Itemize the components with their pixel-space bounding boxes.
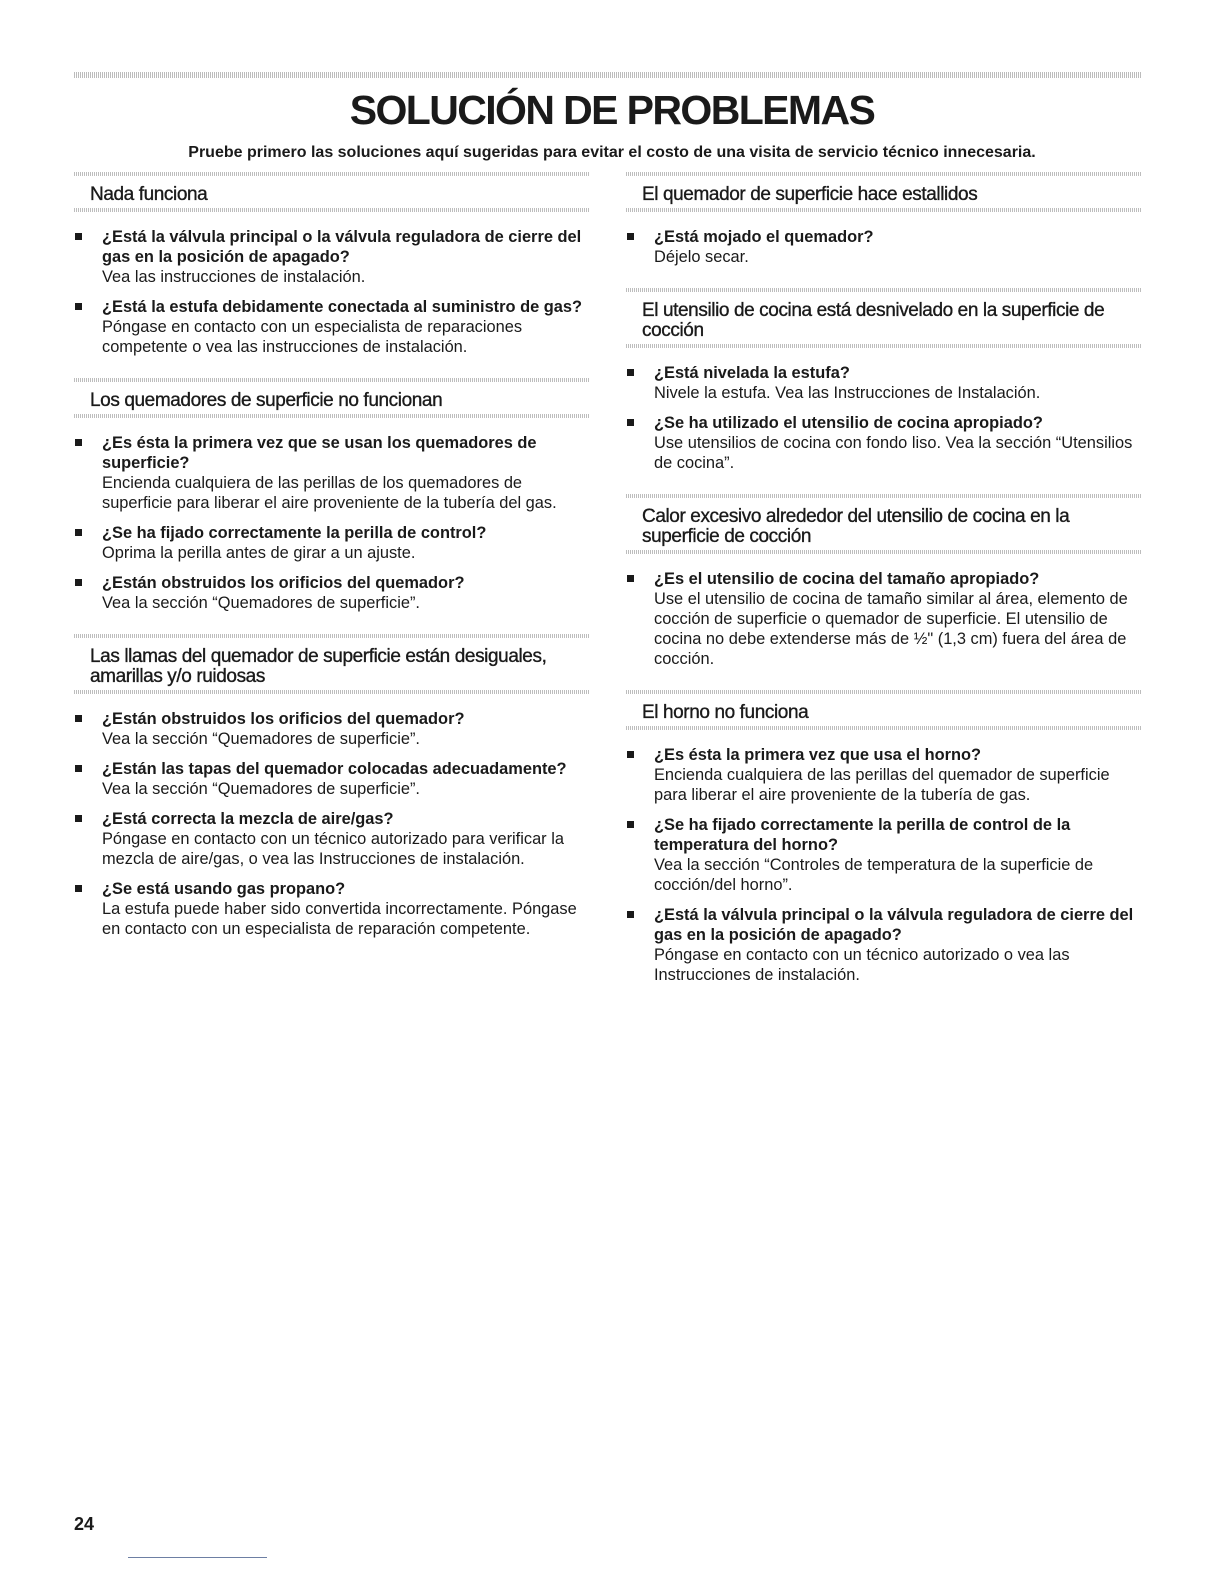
answer: La estufa puede haber sido convertida incorrectamente. Póngase en contacto con un especialista de reparación competente. [102,900,577,938]
square-bullet-icon [75,439,82,446]
list-item [74,809,590,869]
answer: Póngase en contacto con un especialista de reparaciones competente o vea las instrucciones de instalación. [102,318,523,356]
list-item [626,569,1142,669]
troubleshooting-section [626,172,1142,288]
question: ¿Está nivelada la estufa? [654,364,850,382]
answer: Vea la sección “Quemadores de superficie”. [102,730,420,748]
page-number: 24 [74,1514,95,1534]
answer: Póngase en contacto con un técnico autorizado o vea las Instrucciones de instalación. [654,946,1070,984]
question: ¿Se ha fijado correctamente la perilla de control de la temperatura del horno? [654,816,1071,854]
question: ¿Es ésta la primera vez que se usan los quemadores de superficie? [102,434,537,472]
list-item [74,573,590,613]
question: ¿Está la válvula principal o la válvula reguladora de cierre del gas en la posición de apagado? [654,906,1134,944]
troubleshooting-section [626,494,1142,690]
question: ¿Están obstruidos los orificios del quemador? [102,574,465,592]
section-heading: Nada funciona [74,172,590,212]
list-item [74,227,590,287]
troubleshooting-section [74,634,590,960]
square-bullet-icon [627,751,634,758]
question-list [626,212,1142,288]
question: ¿Se ha utilizado el utensilio de cocina apropiado? [654,414,1043,432]
answer: Use el utensilio de cocina de tamaño similar al área, elemento de cocción de superficie o quemador de superficie. El utensilio de cocina no debe extenderse más de ½" (1,3 cm) fuera del área de cocción. [654,590,1128,668]
list-item [74,709,590,749]
square-bullet-icon [75,815,82,822]
square-bullet-icon [75,579,82,586]
list-item [626,363,1142,403]
square-bullet-icon [75,529,82,536]
list-item [74,759,590,799]
question: ¿Está la válvula principal o la válvula reguladora de cierre del gas en la posición de apagado? [102,228,582,266]
answer: Póngase en contacto con un técnico autorizado para verificar la mezcla de aire/gas, o vea las Instrucciones de instalación. [102,830,564,868]
question: ¿Está correcta la mezcla de aire/gas? [102,810,394,828]
footer-rule [128,1557,267,1558]
question-list [74,418,590,634]
answer: Encienda cualquiera de las perillas del quemador de superficie para liberar el aire proveniente de la tubería de gas. [654,766,1110,804]
list-item [626,815,1142,895]
section-heading: El utensilio de cocina está desnivelado en la superficie de cocción [626,288,1142,348]
question-list [626,554,1142,690]
right-column [626,172,1142,1006]
list-item [626,905,1142,985]
question: ¿Se ha fijado correctamente la perilla de control? [102,524,487,542]
list-item [626,745,1142,805]
list-item [74,297,590,357]
answer: Déjelo secar. [654,248,749,266]
question: ¿Se está usando gas propano? [102,880,346,898]
troubleshooting-section [74,172,590,378]
answer: Vea la sección “Controles de temperatura de la superficie de cocción/del horno”. [654,856,1094,894]
answer: Vea la sección “Quemadores de superficie”. [102,594,420,612]
square-bullet-icon [627,911,634,918]
section-heading: El horno no funciona [626,690,1142,730]
left-column [74,172,590,960]
list-item [74,523,590,563]
square-bullet-icon [75,233,82,240]
answer: Use utensilios de cocina con fondo liso. Vea la sección “Utensilios de cocina”. [654,434,1133,472]
question-list [626,730,1142,1006]
top-rule [74,72,1142,78]
troubleshooting-section [74,378,590,634]
question-list [626,348,1142,494]
square-bullet-icon [627,575,634,582]
square-bullet-icon [75,885,82,892]
question: ¿Es ésta la primera vez que usa el horno? [654,746,982,764]
question: ¿Están las tapas del quemador colocadas adecuadamente? [102,760,567,778]
question: ¿Es el utensilio de cocina del tamaño apropiado? [654,570,1040,588]
answer: Oprima la perilla antes de girar a un ajuste. [102,544,416,562]
question-list [74,212,590,378]
question: ¿Está la estufa debidamente conectada al suministro de gas? [102,298,583,316]
square-bullet-icon [627,821,634,828]
section-heading: El quemador de superficie hace estallidos [626,172,1142,212]
question-list [74,694,590,960]
list-item [626,227,1142,267]
square-bullet-icon [75,715,82,722]
section-heading: Los quemadores de superficie no funcionan [74,378,590,418]
list-item [626,413,1142,473]
square-bullet-icon [75,765,82,772]
list-item [74,879,590,939]
page-title: SOLUCIÓN DE PROBLEMAS [349,87,875,133]
question: ¿Están obstruidos los orificios del quemador? [102,710,465,728]
question: ¿Está mojado el quemador? [654,228,874,246]
section-heading: Las llamas del quemador de superficie están desiguales, amarillas y/o ruidosas [74,634,590,694]
answer: Nivele la estufa. Vea las Instrucciones de Instalación. [654,384,1041,402]
square-bullet-icon [627,233,634,240]
answer: Encienda cualquiera de las perillas de los quemadores de superficie para liberar el aire proveniente de la tubería del gas. [102,474,557,512]
answer: Vea la sección “Quemadores de superficie”. [102,780,420,798]
list-item [74,433,590,513]
troubleshooting-section [626,288,1142,494]
square-bullet-icon [627,419,634,426]
section-heading: Calor excesivo alrededor del utensilio de cocina en la superficie de cocción [626,494,1142,554]
answer: Vea las instrucciones de instalación. [102,268,366,286]
square-bullet-icon [627,369,634,376]
square-bullet-icon [75,303,82,310]
page-subtitle: Pruebe primero las soluciones aquí sugeridas para evitar el costo de una visita de servicio técnico innecesaria. [188,144,1036,161]
troubleshooting-section [626,690,1142,1006]
